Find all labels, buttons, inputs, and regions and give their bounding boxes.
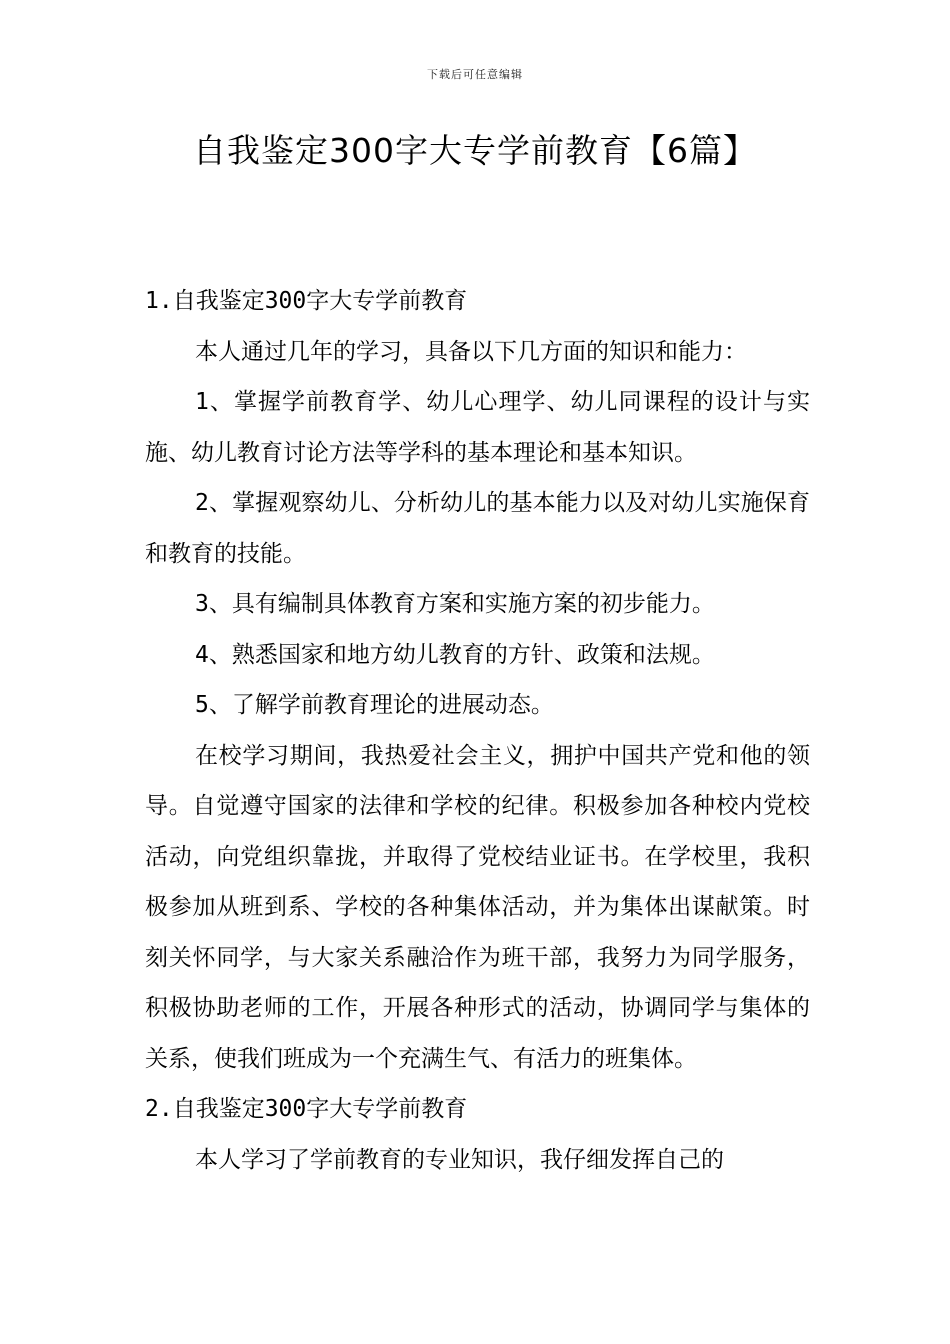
list-item: 3、具有编制具体教育方案和实施方案的初步能力。 <box>195 591 715 617</box>
body-paragraph: 本人通过几年的学习，具备以下几方面的知识和能力： <box>195 338 747 365</box>
document-title: 自我鉴定300字大专学前教育【6篇】 <box>193 131 757 170</box>
section-heading: 1.自我鉴定300字大专学前教育 <box>145 288 468 314</box>
body-paragraph: 在校学习期间，我热爱社会主义，拥护中国共产党和他的领导。自觉遵守国家的法律和学校的纪律。积极参加各种校内党校活动，向党组织靠拢，并取得了党校结业证书。在学校里，我积极参加从班到系、学校的各种集体活动，并为集体出谋献策。时刻关怀同学，与大家关系融洽作为班干部，我努力为同学服务，积极协助老师的工作，开展各种形式的活动，协调同学与集体的关系，使我们班成为一个充满生气、有活力的班集体。 <box>145 742 810 1072</box>
header-note: 下载后可任意编辑 <box>427 68 523 81</box>
section-heading: 2.自我鉴定300字大专学前教育 <box>145 1096 468 1122</box>
list-item: 2、掌握观察幼儿、分析幼儿的基本能力以及对幼儿实施保育和教育的技能。 <box>145 490 810 567</box>
document-body <box>145 276 810 1185</box>
list-item: 1、掌握学前教育学、幼儿心理学、幼儿同课程的设计与实施、幼儿教育讨论方法等学科的基本理论和基本知识。 <box>145 389 810 466</box>
list-item: 5、了解学前教育理论的进展动态。 <box>195 692 554 718</box>
list-item: 4、熟悉国家和地方幼儿教育的方针、政策和法规。 <box>195 641 715 668</box>
body-paragraph: 本人学习了学前教育的专业知识，我仔细发挥自己的 <box>195 1146 724 1173</box>
